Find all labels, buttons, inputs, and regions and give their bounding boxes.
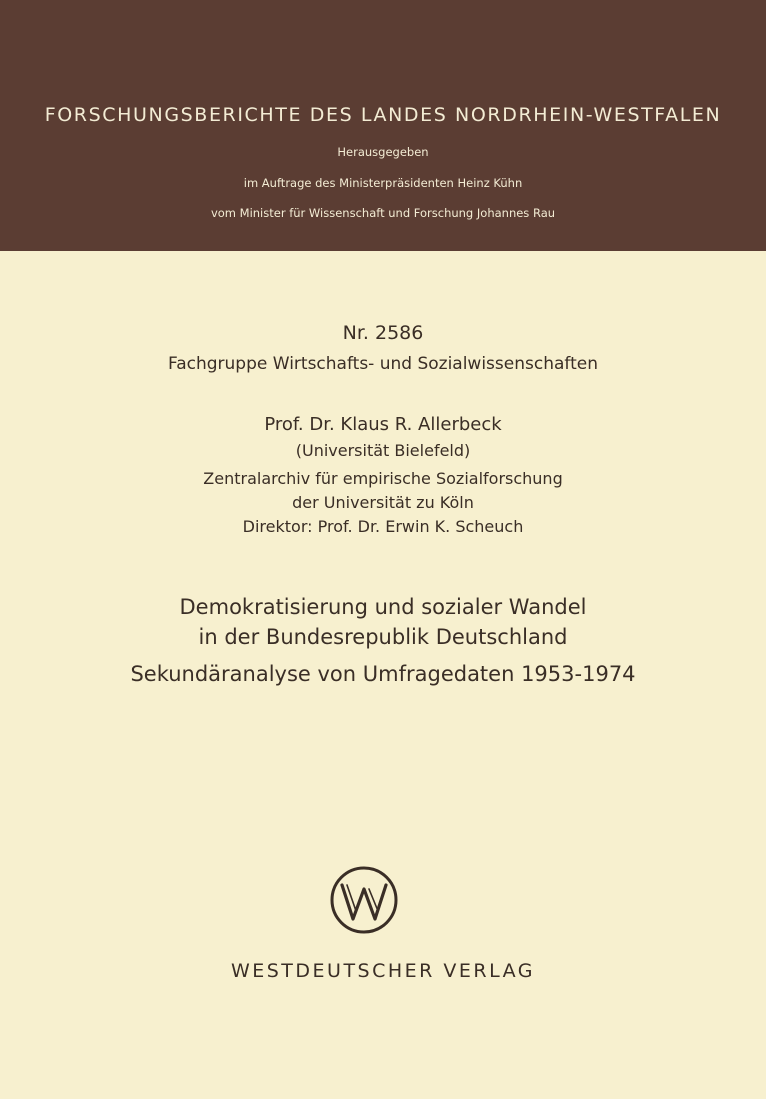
- author-affiliation-archive: Zentralarchiv für empirische Sozialforschung: [203, 469, 563, 488]
- author-affiliation-cologne: der Universität zu Köln: [292, 493, 474, 512]
- series-title: FORSCHUNGSBERICHTE DES LANDES NORDRHEIN-WESTFALEN: [44, 104, 722, 126]
- commission-line: im Auftrage des Ministerpräsidenten Heinz Kühn: [243, 176, 523, 190]
- minister-line: vom Minister für Wissenschaft und Forschung Johannes Rau: [210, 206, 556, 220]
- publisher-name: WESTDEUTSCHER VERLAG: [230, 960, 536, 982]
- report-group: Fachgruppe Wirtschafts- und Sozialwissenschaften: [168, 354, 598, 374]
- title-line-3: Sekundäranalyse von Umfragedaten 1953-1974: [130, 662, 636, 686]
- title-line-2: in der Bundesrepublik Deutschland: [198, 625, 568, 649]
- author-name: Prof. Dr. Klaus R. Allerbeck: [264, 414, 502, 435]
- westdeutscher-verlag-w-logo-icon: [329, 865, 399, 935]
- author-affiliation-director: Direktor: Prof. Dr. Erwin K. Scheuch: [242, 517, 524, 536]
- author-affiliation-university: (Universität Bielefeld): [295, 441, 471, 460]
- report-number: Nr. 2586: [342, 322, 424, 344]
- header-band: [0, 0, 766, 251]
- editor-line: Herausgegeben: [337, 145, 429, 159]
- title-line-1: Demokratisierung und sozialer Wandel: [179, 595, 587, 619]
